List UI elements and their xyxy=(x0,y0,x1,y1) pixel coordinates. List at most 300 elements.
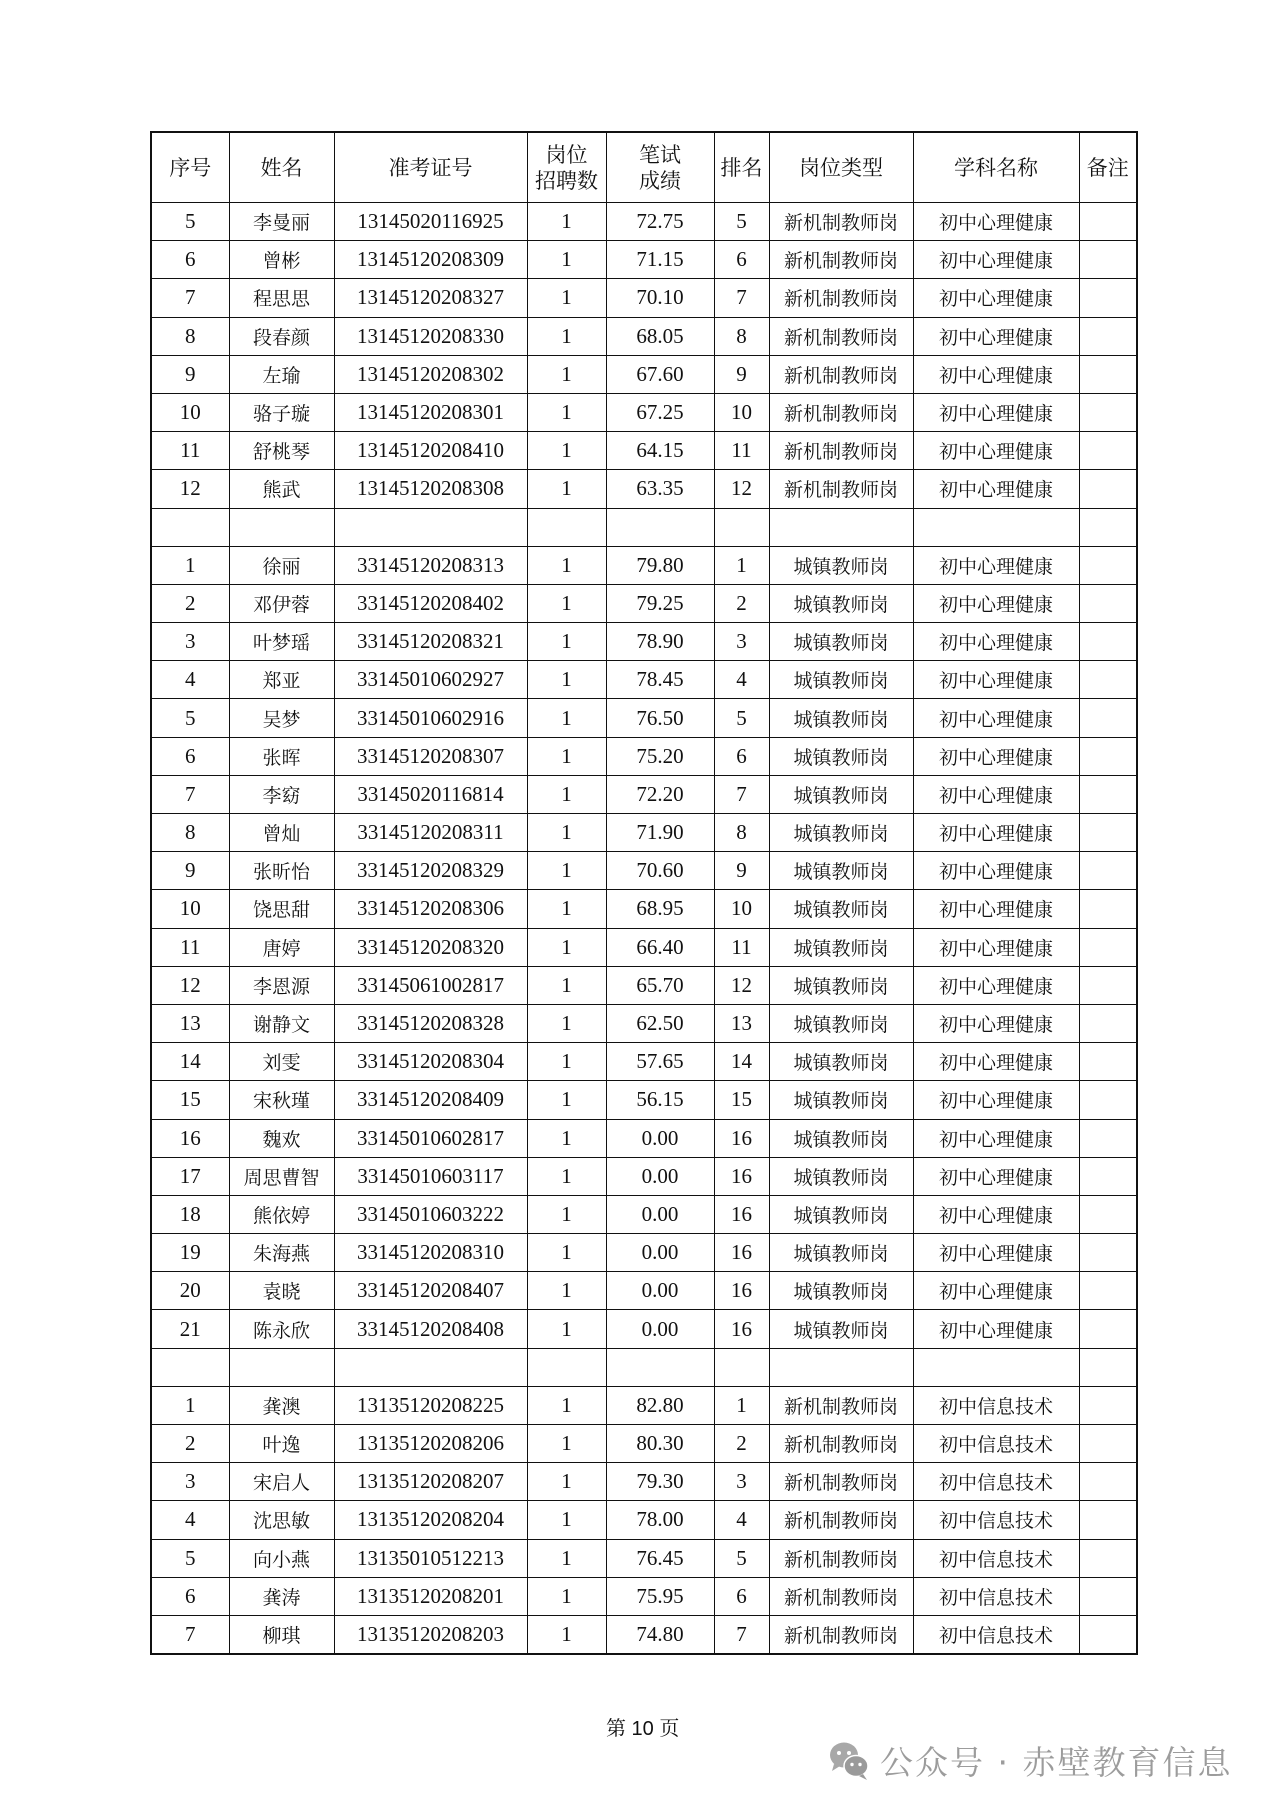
cell-positions: 1 xyxy=(527,890,606,928)
cell-index: 9 xyxy=(151,355,229,393)
cell-name: 袁晓 xyxy=(229,1272,334,1310)
table-row xyxy=(151,1119,1137,1157)
table-row xyxy=(151,737,1137,775)
header-position-type: 岗位类型 xyxy=(769,132,913,203)
table-row xyxy=(151,1463,1137,1501)
cell-positions: 1 xyxy=(527,203,606,241)
cell-position-type: 城镇教师岗 xyxy=(769,1004,913,1042)
cell-subject: 初中信息技术 xyxy=(913,1615,1079,1654)
table-row xyxy=(151,1004,1137,1042)
cell-exam-id: 33145120208329 xyxy=(334,852,527,890)
cell-positions: 1 xyxy=(527,317,606,355)
cell-name: 柳琪 xyxy=(229,1615,334,1654)
cell-written-score: 67.60 xyxy=(606,355,714,393)
header-exam-id: 准考证号 xyxy=(334,132,527,203)
cell-index: 17 xyxy=(151,1157,229,1195)
cell-index: 5 xyxy=(151,699,229,737)
cell-exam-id: 13145020116925 xyxy=(334,203,527,241)
cell-remarks xyxy=(1079,775,1137,813)
table-row xyxy=(151,1425,1137,1463)
cell-name: 宋秋瑾 xyxy=(229,1081,334,1119)
cell-written-score: 78.90 xyxy=(606,623,714,661)
table-row xyxy=(151,546,1137,584)
table-row xyxy=(151,890,1137,928)
cell-name: 沈思敏 xyxy=(229,1501,334,1539)
cell-remarks xyxy=(1079,1539,1137,1577)
cell-index: 5 xyxy=(151,203,229,241)
table-row xyxy=(151,1081,1137,1119)
empty-cell xyxy=(769,508,913,546)
cell-remarks xyxy=(1079,737,1137,775)
cell-position-type: 城镇教师岗 xyxy=(769,1043,913,1081)
cell-written-score: 71.90 xyxy=(606,814,714,852)
cell-subject: 初中心理健康 xyxy=(913,1119,1079,1157)
cell-position-type: 城镇教师岗 xyxy=(769,1310,913,1348)
cell-position-type: 新机制教师岗 xyxy=(769,355,913,393)
header-subject: 学科名称 xyxy=(913,132,1079,203)
cell-written-score: 78.00 xyxy=(606,1501,714,1539)
cell-written-score: 68.05 xyxy=(606,317,714,355)
cell-name: 段春颜 xyxy=(229,317,334,355)
empty-cell xyxy=(229,1348,334,1386)
cell-index: 13 xyxy=(151,1004,229,1042)
cell-positions: 1 xyxy=(527,1043,606,1081)
table-row xyxy=(151,584,1137,622)
cell-subject: 初中心理健康 xyxy=(913,814,1079,852)
empty-cell xyxy=(334,1348,527,1386)
cell-index: 7 xyxy=(151,1615,229,1654)
cell-index: 7 xyxy=(151,279,229,317)
cell-positions: 1 xyxy=(527,393,606,431)
cell-rank: 12 xyxy=(714,966,769,1004)
cell-position-type: 城镇教师岗 xyxy=(769,775,913,813)
cell-exam-id: 33145061002817 xyxy=(334,966,527,1004)
cell-name: 朱海燕 xyxy=(229,1234,334,1272)
cell-written-score: 56.15 xyxy=(606,1081,714,1119)
table-row xyxy=(151,1043,1137,1081)
cell-remarks xyxy=(1079,546,1137,584)
cell-exam-id: 13145120208327 xyxy=(334,279,527,317)
table-row xyxy=(151,1386,1137,1424)
cell-rank: 13 xyxy=(714,1004,769,1042)
table-header-row xyxy=(151,132,1137,203)
cell-positions: 1 xyxy=(527,1539,606,1577)
cell-exam-id: 33145120208320 xyxy=(334,928,527,966)
cell-rank: 10 xyxy=(714,393,769,431)
table-row xyxy=(151,279,1137,317)
table-row xyxy=(151,814,1137,852)
cell-rank: 12 xyxy=(714,470,769,508)
score-table xyxy=(150,131,1138,1655)
cell-name: 刘雯 xyxy=(229,1043,334,1081)
cell-written-score: 79.80 xyxy=(606,546,714,584)
cell-name: 李曼丽 xyxy=(229,203,334,241)
cell-subject: 初中心理健康 xyxy=(913,1195,1079,1233)
cell-name: 宋启人 xyxy=(229,1463,334,1501)
watermark-text: 公众号 · 赤壁教育信息 xyxy=(880,1742,1233,1782)
cell-positions: 1 xyxy=(527,814,606,852)
cell-subject: 初中心理健康 xyxy=(913,1004,1079,1042)
cell-written-score: 57.65 xyxy=(606,1043,714,1081)
table-row xyxy=(151,1615,1137,1654)
cell-remarks xyxy=(1079,1501,1137,1539)
cell-rank: 4 xyxy=(714,661,769,699)
cell-exam-id: 13145120208301 xyxy=(334,393,527,431)
cell-rank: 11 xyxy=(714,928,769,966)
cell-index: 10 xyxy=(151,393,229,431)
cell-exam-id: 33145020116814 xyxy=(334,775,527,813)
cell-exam-id: 13135120208204 xyxy=(334,1501,527,1539)
cell-remarks xyxy=(1079,699,1137,737)
cell-written-score: 0.00 xyxy=(606,1119,714,1157)
cell-positions: 1 xyxy=(527,470,606,508)
cell-written-score: 68.95 xyxy=(606,890,714,928)
cell-rank: 2 xyxy=(714,584,769,622)
cell-positions: 1 xyxy=(527,775,606,813)
cell-rank: 8 xyxy=(714,814,769,852)
cell-name: 周思曹智 xyxy=(229,1157,334,1195)
cell-positions: 1 xyxy=(527,1272,606,1310)
cell-rank: 7 xyxy=(714,1615,769,1654)
table-row xyxy=(151,470,1137,508)
cell-positions: 1 xyxy=(527,1577,606,1615)
cell-rank: 6 xyxy=(714,241,769,279)
cell-subject: 初中信息技术 xyxy=(913,1539,1079,1577)
cell-rank: 5 xyxy=(714,699,769,737)
cell-subject: 初中心理健康 xyxy=(913,737,1079,775)
empty-cell xyxy=(229,508,334,546)
cell-exam-id: 13145120208410 xyxy=(334,432,527,470)
cell-remarks xyxy=(1079,1310,1137,1348)
cell-remarks xyxy=(1079,279,1137,317)
cell-subject: 初中心理健康 xyxy=(913,1310,1079,1348)
cell-index: 7 xyxy=(151,775,229,813)
cell-remarks xyxy=(1079,1004,1137,1042)
cell-exam-id: 13145120208308 xyxy=(334,470,527,508)
cell-subject: 初中心理健康 xyxy=(913,890,1079,928)
table-row xyxy=(151,393,1137,431)
empty-cell xyxy=(913,508,1079,546)
cell-remarks xyxy=(1079,852,1137,890)
cell-remarks xyxy=(1079,890,1137,928)
cell-written-score: 0.00 xyxy=(606,1157,714,1195)
table-row xyxy=(151,317,1137,355)
cell-position-type: 新机制教师岗 xyxy=(769,1425,913,1463)
cell-position-type: 城镇教师岗 xyxy=(769,623,913,661)
empty-cell xyxy=(769,1348,913,1386)
cell-subject: 初中心理健康 xyxy=(913,279,1079,317)
cell-positions: 1 xyxy=(527,1501,606,1539)
cell-exam-id: 33145120208408 xyxy=(334,1310,527,1348)
cell-exam-id: 13135120208206 xyxy=(334,1425,527,1463)
cell-index: 4 xyxy=(151,1501,229,1539)
cell-name: 张昕怡 xyxy=(229,852,334,890)
cell-rank: 4 xyxy=(714,1501,769,1539)
cell-name: 程思思 xyxy=(229,279,334,317)
cell-position-type: 城镇教师岗 xyxy=(769,928,913,966)
cell-name: 左瑜 xyxy=(229,355,334,393)
cell-remarks xyxy=(1079,661,1137,699)
cell-subject: 初中信息技术 xyxy=(913,1501,1079,1539)
cell-rank: 6 xyxy=(714,737,769,775)
cell-subject: 初中心理健康 xyxy=(913,623,1079,661)
cell-remarks xyxy=(1079,623,1137,661)
table-row xyxy=(151,355,1137,393)
cell-positions: 1 xyxy=(527,737,606,775)
cell-name: 张晖 xyxy=(229,737,334,775)
cell-exam-id: 33145120208310 xyxy=(334,1234,527,1272)
table-row xyxy=(151,852,1137,890)
cell-rank: 9 xyxy=(714,852,769,890)
cell-positions: 1 xyxy=(527,546,606,584)
cell-written-score: 0.00 xyxy=(606,1195,714,1233)
cell-positions: 1 xyxy=(527,1157,606,1195)
cell-rank: 16 xyxy=(714,1195,769,1233)
cell-exam-id: 13135120208203 xyxy=(334,1615,527,1654)
cell-position-type: 城镇教师岗 xyxy=(769,661,913,699)
table-row xyxy=(151,1195,1137,1233)
cell-position-type: 新机制教师岗 xyxy=(769,1501,913,1539)
cell-position-type: 城镇教师岗 xyxy=(769,966,913,1004)
cell-written-score: 64.15 xyxy=(606,432,714,470)
cell-subject: 初中心理健康 xyxy=(913,852,1079,890)
cell-name: 向小燕 xyxy=(229,1539,334,1577)
watermark xyxy=(826,1737,1232,1783)
cell-written-score: 72.20 xyxy=(606,775,714,813)
empty-cell xyxy=(1079,1348,1137,1386)
cell-positions: 1 xyxy=(527,928,606,966)
cell-written-score: 79.30 xyxy=(606,1463,714,1501)
table-row xyxy=(151,1539,1137,1577)
empty-cell xyxy=(714,508,769,546)
cell-position-type: 新机制教师岗 xyxy=(769,393,913,431)
cell-written-score: 67.25 xyxy=(606,393,714,431)
cell-exam-id: 33145010602916 xyxy=(334,699,527,737)
cell-position-type: 新机制教师岗 xyxy=(769,1577,913,1615)
table-row xyxy=(151,623,1137,661)
cell-exam-id: 13145120208330 xyxy=(334,317,527,355)
cell-name: 吴梦 xyxy=(229,699,334,737)
cell-position-type: 新机制教师岗 xyxy=(769,1615,913,1654)
cell-index: 6 xyxy=(151,737,229,775)
empty-cell xyxy=(527,508,606,546)
cell-rank: 11 xyxy=(714,432,769,470)
cell-positions: 1 xyxy=(527,1463,606,1501)
cell-subject: 初中心理健康 xyxy=(913,393,1079,431)
table-row xyxy=(151,1577,1137,1615)
cell-subject: 初中心理健康 xyxy=(913,317,1079,355)
cell-exam-id: 33145010602817 xyxy=(334,1119,527,1157)
cell-exam-id: 33145120208407 xyxy=(334,1272,527,1310)
cell-positions: 1 xyxy=(527,241,606,279)
cell-subject: 初中信息技术 xyxy=(913,1577,1079,1615)
cell-remarks xyxy=(1079,1119,1137,1157)
cell-rank: 7 xyxy=(714,775,769,813)
empty-cell xyxy=(527,1348,606,1386)
cell-subject: 初中心理健康 xyxy=(913,1043,1079,1081)
cell-rank: 3 xyxy=(714,623,769,661)
cell-rank: 3 xyxy=(714,1463,769,1501)
cell-index: 8 xyxy=(151,317,229,355)
cell-rank: 5 xyxy=(714,203,769,241)
header-rank: 排名 xyxy=(714,132,769,203)
cell-position-type: 城镇教师岗 xyxy=(769,1081,913,1119)
cell-written-score: 66.40 xyxy=(606,928,714,966)
cell-positions: 1 xyxy=(527,1081,606,1119)
cell-positions: 1 xyxy=(527,1386,606,1424)
cell-exam-id: 33145120208307 xyxy=(334,737,527,775)
cell-written-score: 70.10 xyxy=(606,279,714,317)
table-row xyxy=(151,1501,1137,1539)
cell-index: 2 xyxy=(151,1425,229,1463)
cell-remarks xyxy=(1079,928,1137,966)
wechat-icon xyxy=(826,1737,872,1783)
cell-subject: 初中心理健康 xyxy=(913,775,1079,813)
cell-exam-id: 33145120208321 xyxy=(334,623,527,661)
cell-index: 3 xyxy=(151,623,229,661)
cell-positions: 1 xyxy=(527,1615,606,1654)
cell-positions: 1 xyxy=(527,852,606,890)
cell-position-type: 新机制教师岗 xyxy=(769,470,913,508)
cell-subject: 初中信息技术 xyxy=(913,1386,1079,1424)
cell-index: 8 xyxy=(151,814,229,852)
cell-index: 20 xyxy=(151,1272,229,1310)
cell-subject: 初中心理健康 xyxy=(913,1234,1079,1272)
cell-written-score: 76.50 xyxy=(606,699,714,737)
cell-remarks xyxy=(1079,814,1137,852)
cell-subject: 初中心理健康 xyxy=(913,584,1079,622)
cell-rank: 16 xyxy=(714,1157,769,1195)
cell-name: 李恩源 xyxy=(229,966,334,1004)
cell-subject: 初中心理健康 xyxy=(913,546,1079,584)
cell-written-score: 0.00 xyxy=(606,1310,714,1348)
cell-position-type: 城镇教师岗 xyxy=(769,1234,913,1272)
cell-rank: 5 xyxy=(714,1539,769,1577)
cell-remarks xyxy=(1079,1043,1137,1081)
header-written-score: 笔试 成绩 xyxy=(606,132,714,203)
table-row xyxy=(151,699,1137,737)
cell-index: 1 xyxy=(151,1386,229,1424)
cell-subject: 初中心理健康 xyxy=(913,1272,1079,1310)
cell-index: 4 xyxy=(151,661,229,699)
cell-index: 10 xyxy=(151,890,229,928)
cell-remarks xyxy=(1079,432,1137,470)
cell-exam-id: 33145120208409 xyxy=(334,1081,527,1119)
cell-subject: 初中心理健康 xyxy=(913,1081,1079,1119)
cell-positions: 1 xyxy=(527,1004,606,1042)
cell-subject: 初中信息技术 xyxy=(913,1425,1079,1463)
cell-rank: 6 xyxy=(714,1577,769,1615)
cell-remarks xyxy=(1079,1195,1137,1233)
cell-exam-id: 13135120208201 xyxy=(334,1577,527,1615)
cell-subject: 初中心理健康 xyxy=(913,470,1079,508)
cell-name: 叶逸 xyxy=(229,1425,334,1463)
cell-remarks xyxy=(1079,1463,1137,1501)
cell-name: 饶思甜 xyxy=(229,890,334,928)
cell-positions: 1 xyxy=(527,1310,606,1348)
empty-cell xyxy=(151,1348,229,1386)
cell-index: 11 xyxy=(151,432,229,470)
cell-written-score: 74.80 xyxy=(606,1615,714,1654)
cell-position-type: 城镇教师岗 xyxy=(769,1119,913,1157)
cell-position-type: 城镇教师岗 xyxy=(769,1272,913,1310)
table-row xyxy=(151,928,1137,966)
table-row xyxy=(151,1157,1137,1195)
cell-exam-id: 33145120208313 xyxy=(334,546,527,584)
cell-position-type: 城镇教师岗 xyxy=(769,737,913,775)
page-number: 第 10 页 xyxy=(606,1718,680,1740)
table-row xyxy=(151,203,1137,241)
cell-subject: 初中心理健康 xyxy=(913,966,1079,1004)
cell-subject: 初中心理健康 xyxy=(913,928,1079,966)
cell-rank: 1 xyxy=(714,546,769,584)
cell-name: 叶梦瑶 xyxy=(229,623,334,661)
cell-index: 16 xyxy=(151,1119,229,1157)
cell-exam-id: 33145010603222 xyxy=(334,1195,527,1233)
cell-name: 龚澳 xyxy=(229,1386,334,1424)
cell-exam-id: 33145120208306 xyxy=(334,890,527,928)
cell-position-type: 城镇教师岗 xyxy=(769,890,913,928)
cell-name: 谢静文 xyxy=(229,1004,334,1042)
cell-position-type: 城镇教师岗 xyxy=(769,1195,913,1233)
cell-rank: 16 xyxy=(714,1234,769,1272)
cell-exam-id: 13135120208207 xyxy=(334,1463,527,1501)
cell-subject: 初中心理健康 xyxy=(913,661,1079,699)
cell-index: 15 xyxy=(151,1081,229,1119)
cell-name: 熊武 xyxy=(229,470,334,508)
cell-index: 21 xyxy=(151,1310,229,1348)
header-index: 序号 xyxy=(151,132,229,203)
cell-exam-id: 13145120208309 xyxy=(334,241,527,279)
cell-name: 骆子璇 xyxy=(229,393,334,431)
empty-cell xyxy=(714,1348,769,1386)
table-row xyxy=(151,241,1137,279)
cell-remarks xyxy=(1079,584,1137,622)
cell-name: 曾灿 xyxy=(229,814,334,852)
cell-positions: 1 xyxy=(527,1195,606,1233)
table-row xyxy=(151,1234,1137,1272)
cell-position-type: 新机制教师岗 xyxy=(769,241,913,279)
cell-exam-id: 33145010602927 xyxy=(334,661,527,699)
cell-rank: 16 xyxy=(714,1119,769,1157)
cell-rank: 16 xyxy=(714,1272,769,1310)
cell-exam-id: 33145010603117 xyxy=(334,1157,527,1195)
cell-position-type: 城镇教师岗 xyxy=(769,814,913,852)
cell-index: 12 xyxy=(151,966,229,1004)
empty-cell xyxy=(606,508,714,546)
table-row xyxy=(151,775,1137,813)
cell-name: 舒桃琴 xyxy=(229,432,334,470)
cell-remarks xyxy=(1079,1615,1137,1654)
header-positions: 岗位 招聘数 xyxy=(527,132,606,203)
cell-rank: 7 xyxy=(714,279,769,317)
cell-rank: 9 xyxy=(714,355,769,393)
cell-remarks xyxy=(1079,1234,1137,1272)
cell-position-type: 新机制教师岗 xyxy=(769,203,913,241)
cell-index: 6 xyxy=(151,1577,229,1615)
empty-cell xyxy=(334,508,527,546)
table-row xyxy=(151,1272,1137,1310)
cell-subject: 初中心理健康 xyxy=(913,241,1079,279)
cell-written-score: 78.45 xyxy=(606,661,714,699)
cell-positions: 1 xyxy=(527,355,606,393)
cell-remarks xyxy=(1079,1081,1137,1119)
cell-positions: 1 xyxy=(527,699,606,737)
empty-cell xyxy=(913,1348,1079,1386)
cell-written-score: 63.35 xyxy=(606,470,714,508)
cell-positions: 1 xyxy=(527,1234,606,1272)
cell-name: 魏欢 xyxy=(229,1119,334,1157)
